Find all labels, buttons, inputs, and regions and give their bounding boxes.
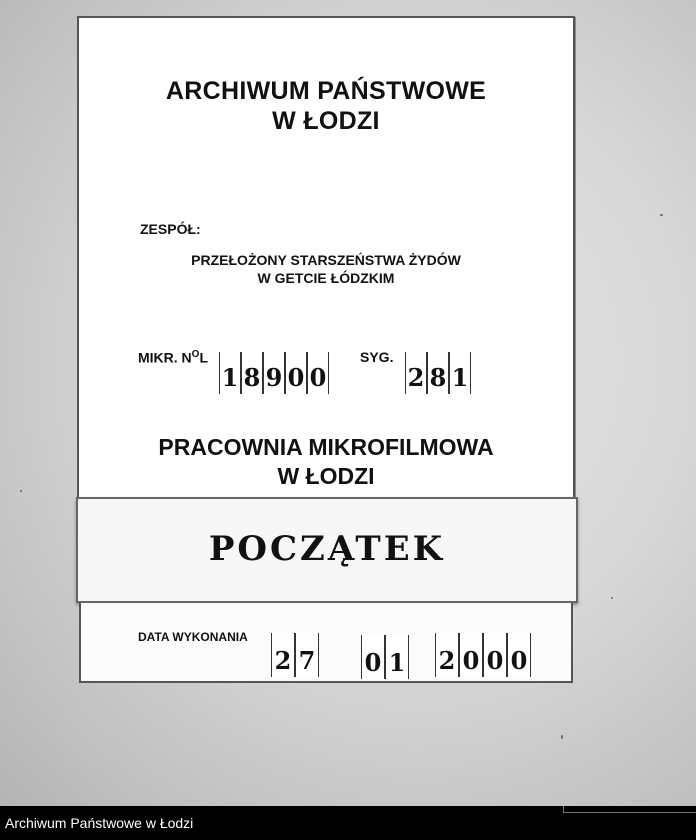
date-year bbox=[435, 633, 531, 677]
mikr-number bbox=[219, 352, 329, 394]
mikr-label-sup: O bbox=[191, 349, 200, 360]
scan-speck bbox=[561, 735, 563, 739]
date-digit: 0 bbox=[459, 633, 483, 677]
mikr-digit: 1 bbox=[219, 352, 241, 394]
date-digit: 2 bbox=[435, 633, 459, 677]
mikr-label-text: MIKR. N bbox=[138, 349, 192, 366]
poczatek-band bbox=[76, 497, 578, 603]
date-card bbox=[79, 603, 573, 683]
zespol-name-line2: W GETCIE ŁÓDZKIM bbox=[257, 270, 395, 286]
date-day bbox=[271, 633, 319, 677]
zespol-name-line1: PRZEŁOŻONY STARSZEŃSTWA ŻYDÓW bbox=[191, 252, 461, 268]
footer-credit: Archiwum Państwowe w Łodzi bbox=[5, 815, 194, 831]
mikr-label-end: L bbox=[199, 349, 209, 366]
mikr-digit: 0 bbox=[307, 352, 329, 394]
date-digit: 7 bbox=[295, 633, 319, 677]
zespol-label: ZESPÓŁ: bbox=[140, 221, 201, 237]
footer-decoration bbox=[563, 806, 696, 813]
date-digit: 2 bbox=[271, 633, 295, 677]
poczatek-label: POCZĄTEK bbox=[208, 529, 446, 569]
syg-digit: 8 bbox=[427, 352, 449, 394]
date-digit: 0 bbox=[361, 635, 385, 679]
syg-number bbox=[405, 352, 471, 394]
lab-name-line2: W ŁODZI bbox=[277, 463, 375, 489]
date-digit: 0 bbox=[507, 633, 531, 677]
archive-card bbox=[77, 16, 575, 502]
scan-speck bbox=[20, 490, 22, 492]
mikr-digit: 0 bbox=[285, 352, 307, 394]
scan-speck bbox=[611, 597, 613, 599]
lab-name-line1: PRACOWNIA MIKROFILMOWA bbox=[158, 434, 494, 460]
date-digit: 1 bbox=[385, 635, 409, 679]
syg-digit: 1 bbox=[449, 352, 471, 394]
scan-speck bbox=[660, 214, 663, 216]
archive-title-line1: ARCHIWUM PAŃSTWOWE bbox=[165, 77, 487, 105]
footer-bar bbox=[0, 806, 696, 840]
mikr-label bbox=[138, 349, 208, 366]
date-label: DATA WYKONANIA bbox=[138, 630, 248, 644]
mikr-digit: 9 bbox=[263, 352, 285, 394]
date-month bbox=[361, 635, 409, 679]
archive-title-line2: W ŁODZI bbox=[272, 107, 380, 135]
syg-label: SYG. bbox=[360, 349, 394, 365]
date-digit: 0 bbox=[483, 633, 507, 677]
syg-digit: 2 bbox=[405, 352, 427, 394]
mikr-digit: 8 bbox=[241, 352, 263, 394]
